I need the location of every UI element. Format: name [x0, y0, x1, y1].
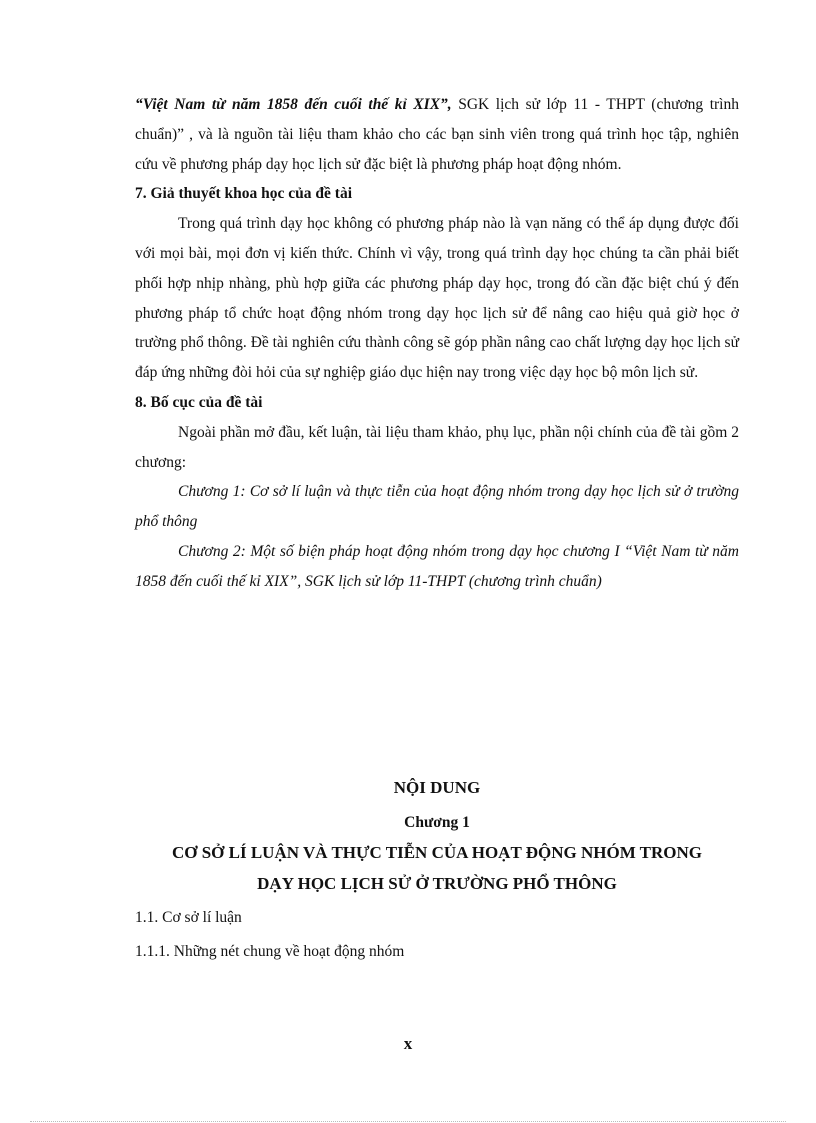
- book-title-quote: “Việt Nam từ năm 1858 đến cuối thế kỉ XIX”,: [135, 96, 452, 113]
- subsection-1-1: 1.1. Cơ sở lí luận: [135, 909, 242, 926]
- chapter-2-summary: Chương 2: Một số biện pháp hoạt động nhóm trong dạy học chương I “Việt Nam từ năm 1858 đến cuối thế kỉ XIX”, SGK lịch sử lớp 11-THPT (chương trình chuẩn): [135, 542, 739, 590]
- chapter-1-summary: Chương 1: Cơ sở lí luận và thực tiễn của hoạt động nhóm trong dạy học lịch sử ở trường phổ thông: [135, 483, 739, 531]
- chapter-label: Chương 1: [404, 814, 470, 831]
- section-7-heading: 7. Giả thuyết khoa học của đề tài: [135, 185, 353, 203]
- subsection-1-1-1: 1.1.1. Những nét chung về hoạt động nhóm: [135, 943, 405, 960]
- intro-text: SGK lịch sử lớp 11 - THPT (chương trình chuẩn)” , và là nguồn tài liệu tham khảo cho các bạn sinh viên trong quá trình học tập, nghiên cứu về phương pháp dạy học lịch sử đặc biệt là phương pháp hoạt động nhóm.: [135, 96, 739, 173]
- section-7-paragraph: Trong quá trình dạy học không có phương pháp nào là vạn năng có thể áp dụng được đối với mọi bài, mọi đơn vị kiến thức. Chính vì vậy, trong quá trình dạy học chúng ta cần phải biết phối hợp nhịp nhàng, phù hợp giữa các phương pháp dạy học, trong đó cần đặc biệt chú ý đến phương pháp tổ chức hoạt động nhóm trong dạy học lịch sử để nâng cao hiệu quả giờ học ở trường phổ thông. Đề tài nghiên cứu thành công sẽ góp phần nâng cao chất lượng dạy học lịch sử đáp ứng những đòi hỏi của sự nghiệp giáo dục hiện nay trong việc dạy học bộ môn lịch sử.: [135, 215, 739, 382]
- section-8-heading: 8. Bố cục của đề tài: [135, 393, 263, 411]
- chapter-title: [135, 837, 739, 899]
- body-text: [135, 90, 739, 597]
- chapter-title-line-2: DẠY HỌC LỊCH SỬ Ở TRƯỜNG PHỔ THÔNG: [257, 874, 617, 893]
- page-number: x: [403, 1034, 413, 1053]
- intro-paragraph: [135, 90, 739, 179]
- chapter-title-line-1: CƠ SỞ LÍ LUẬN VÀ THỰC TIỄN CỦA HOẠT ĐỘNG NHÓM TRONG: [171, 843, 703, 862]
- content-title: NỘI DUNG: [393, 778, 481, 797]
- section-8-paragraph: Ngoài phần mở đầu, kết luận, tài liệu tham khảo, phụ lục, phần nội chính của đề tài gồm 2 chương:: [135, 423, 739, 471]
- page-bottom-border: [30, 1121, 786, 1122]
